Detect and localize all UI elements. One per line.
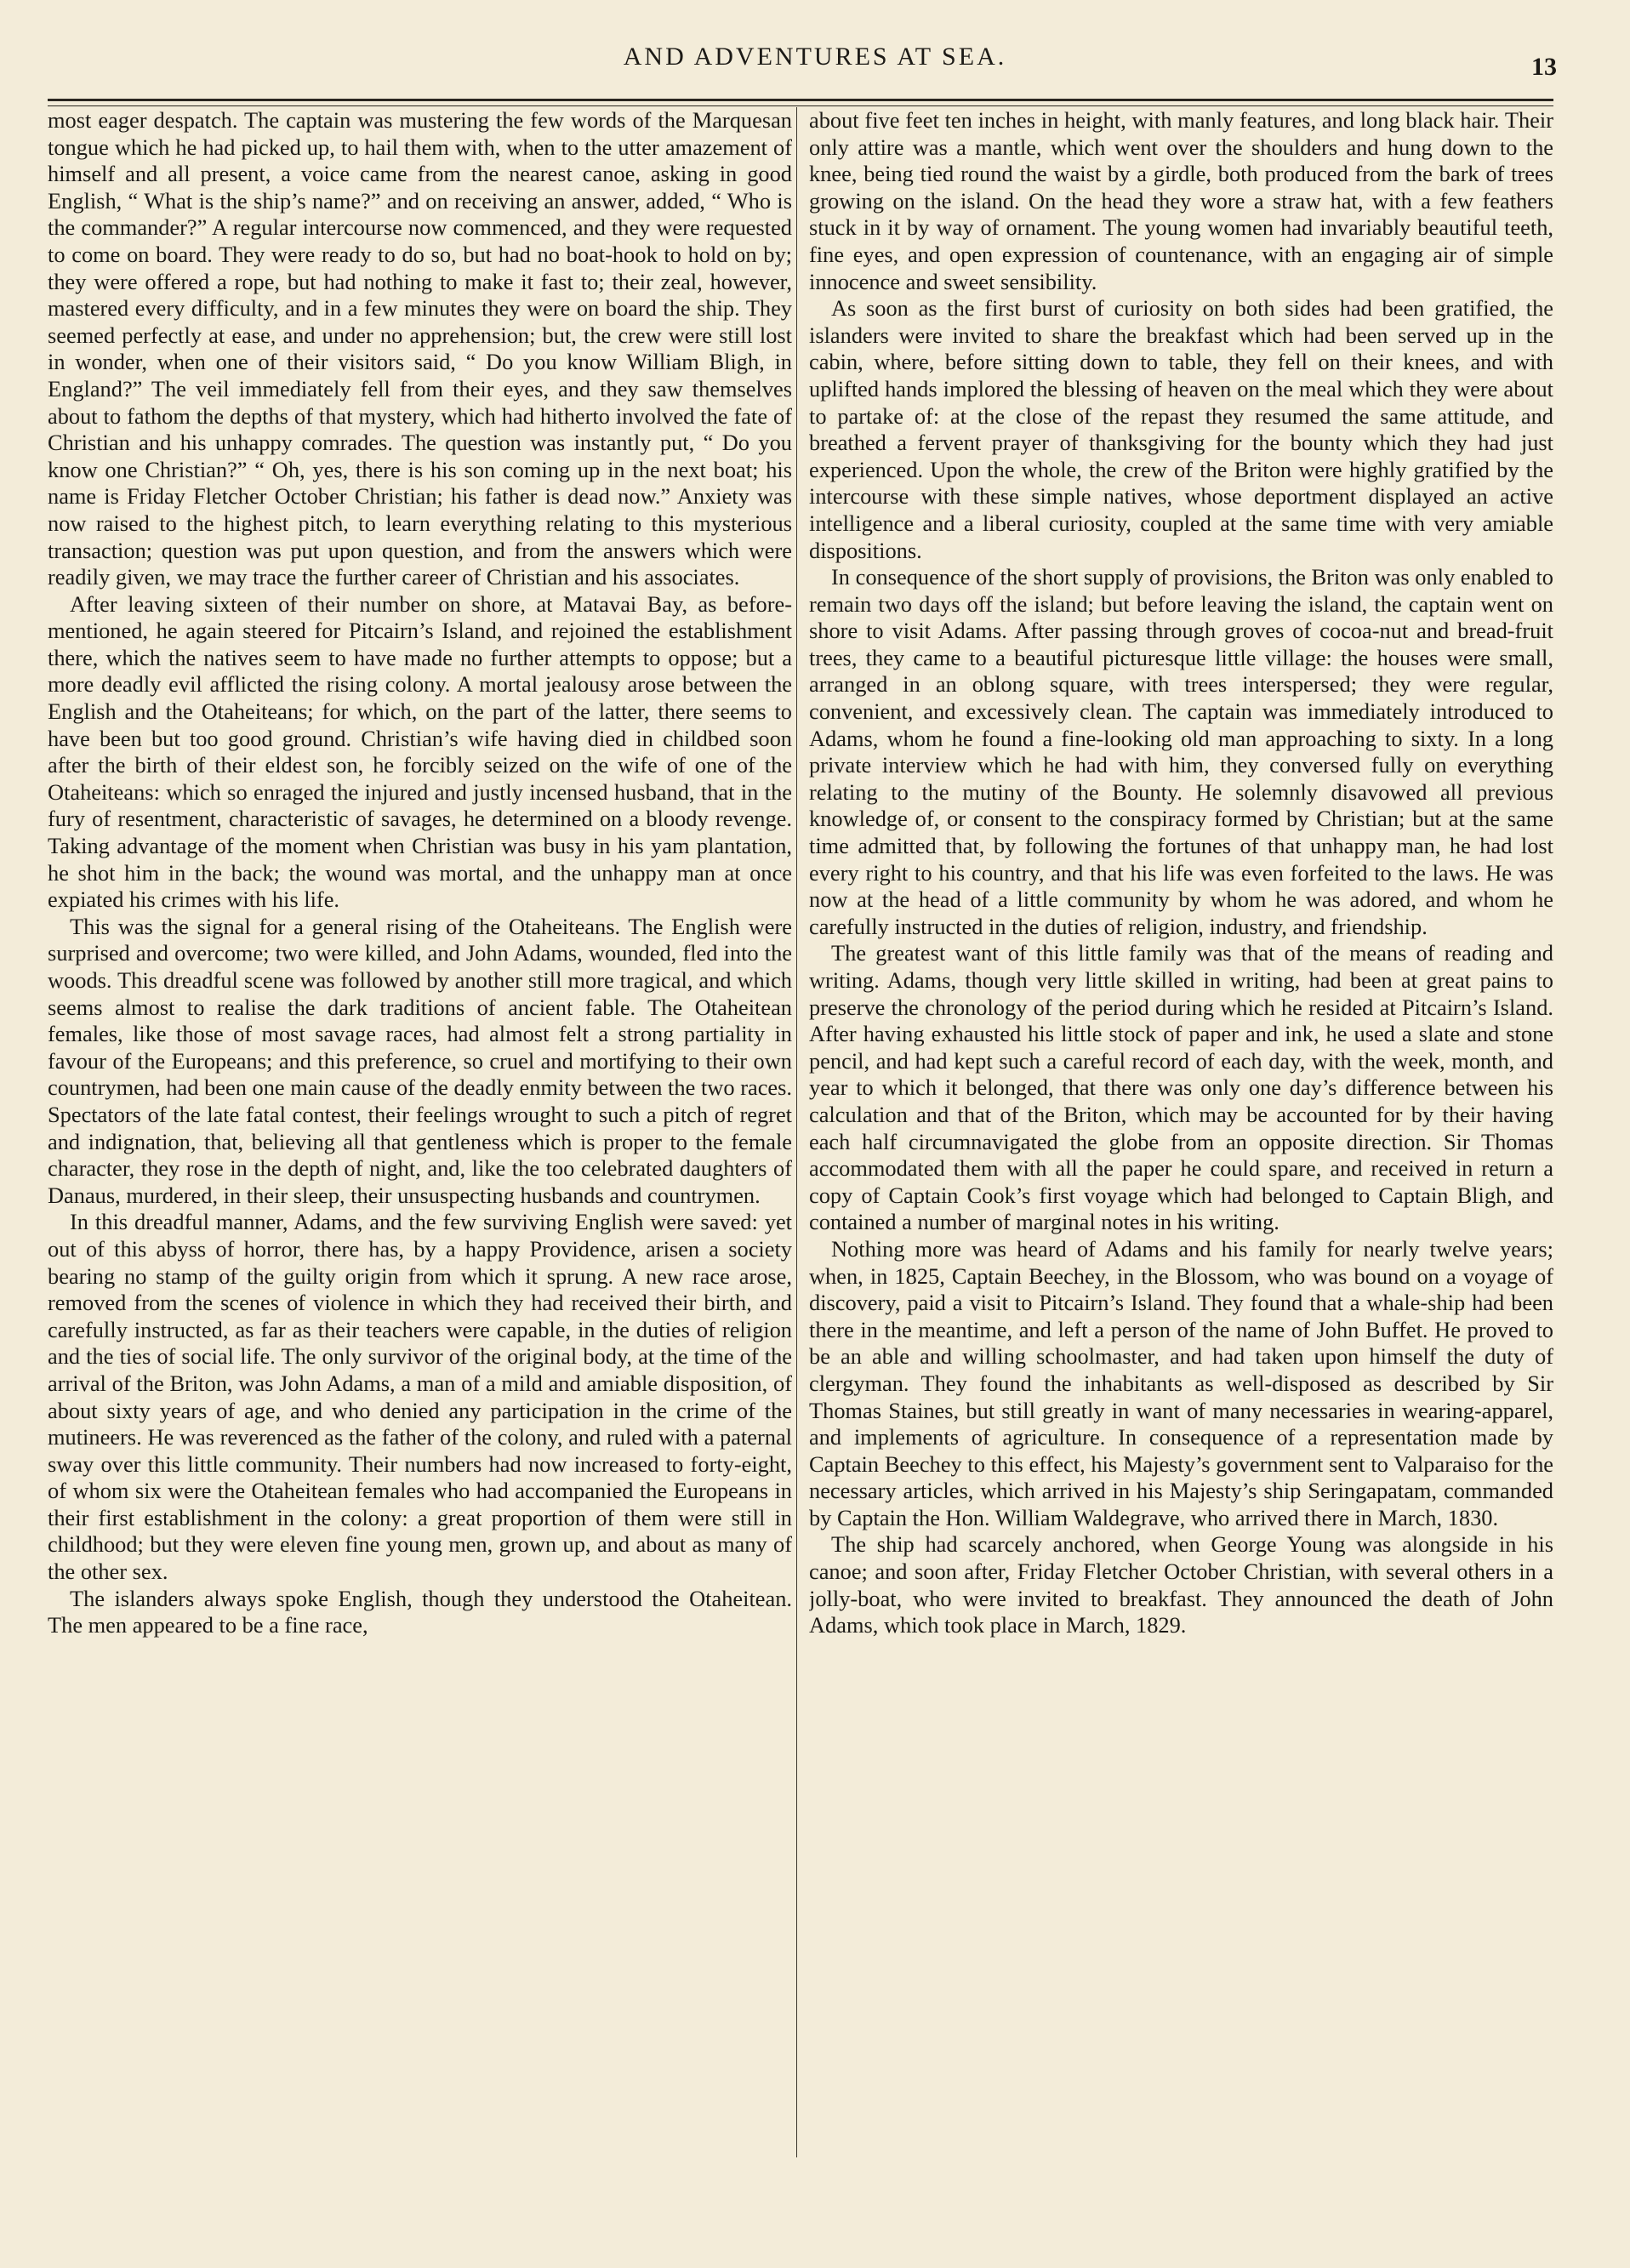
paragraph: Nothing more was heard of Adams and his family for nearly twelve years; when, in 1825, Captain Beechey, in the Blossom, who was bound on a voyage of discovery, paid a visit to Pitcairn’s Island. They found that a whale-ship had been there in the meantime, and left a person of the name of John Buffet. He proved to be an able and willing schoolmaster, and had taken upon himself the duty of clergyman. They found the inhabitants as well-disposed as described by Sir Thomas Staines, but still greatly in want of many necessaries in wearing-apparel, and implements of agriculture. In consequence of a representation made by Captain Beechey to this effect, his Majesty’s government sent to Valparaiso for the necessary articles, which arrived in his Majesty’s ship Seringapatam, commanded by Captain the Hon. William Waldegrave, who arrived there in March, 1830. [809, 1235, 1553, 1530]
paragraph: The islanders always spoke English, though they understood the Otaheitean. The men appeared to be a fine race, [48, 1585, 792, 1638]
left-column [48, 107, 792, 2166]
column-divider [796, 107, 797, 2157]
paragraph: In this dreadful manner, Adams, and the few surviving English were saved: yet out of this abyss of horror, there has, by a happy Providence, arisen a society bearing no stamp of the guilty origin from which it sprung. A new race arose, removed from the scenes of violence in which they had received their birth, and carefully instructed, as far as their teachers were capable, in the duties of religion and the ties of social life. The only survivor of the original body, at the time of the arrival of the Briton, was John Adams, a man of a mild and amiable disposition, of about sixty years of age, and who denied any participation in the crime of the mutineers. He was reverenced as the father of the colony, and ruled with a paternal sway over this little community. Their numbers had now increased to forty-eight, of whom six were the Otaheitean females who had accompanied the Europeans in their first establishment in the colony: a great proportion of them were still in childhood; but they were eleven fine young men, grown up, and about as many of the other sex. [48, 1209, 792, 1585]
paragraph: The greatest want of this little family was that of the means of reading and writing. Adams, though very little skilled in writing, had been at great pains to preserve the chronology of the period during which he resided at Pitcairn’s Island. After having exhausted his little stock of paper and ink, he used a slate and stone pencil, and had kept such a careful record of each day, with the week, month, and year to which it belonged, that there was only one day’s difference between his calculation and that of the Briton, which may be accounted for by their having each half circumnavigated the globe from an opposite direction. Sir Thomas accommodated them with all the paper he could spare, and received in return a copy of Captain Cook’s first voyage which had belonged to Captain Bligh, and contained a number of marginal notes in his writing. [809, 940, 1553, 1235]
header-rule-thin [48, 105, 1553, 106]
paragraph: As soon as the first burst of curiosity on both sides had been gratified, the islanders were invited to share the breakfast which had been served up in the cabin, where, before sitting down to table, they fell on their knees, and with uplifted hands implored the blessing of heaven on the meal which they were about to partake of: at the close of the repast they resumed the same attitude, and breathed a fervent prayer of thanksgiving for the bounty which they had just experienced. Upon the whole, the crew of the Briton were highly gratified by the intercourse with these simple natives, whose deportment displayed an active intelligence and a liberal curiosity, coupled at the same time with very amiable dispositions. [809, 295, 1553, 563]
paragraph: This was the signal for a general rising of the Otaheiteans. The English were surprised and overcome; two were killed, and John Adams, wounded, fled into the woods. This dreadful scene was followed by another still more tragical, and which seems almost to realise the dark traditions of ancient fable. The Otaheitean females, like those of most savage races, had almost felt a strong partiality in favour of the Europeans; and this preference, so cruel and mortifying to their own countrymen, had been one main cause of the deadly enmity between the two races. Spectators of the late fatal contest, their feelings wrought to such a pitch of regret and indignation, that, believing all that gentleness which is proper to the female character, they rose in the depth of night, and, like the too celebrated daughters of Danaus, murdered, in their sleep, their unsuspecting husbands and countrymen. [48, 913, 792, 1208]
paragraph: about five feet ten inches in height, with manly features, and long black hair. Their only attire was a mantle, which went over the shoulders and hung down to the knee, being tied round the waist by a girdle, both produced from the bark of trees growing on the island. On the head they wore a straw hat, with a few feathers stuck in it by way of ornament. The young women had invariably beautiful teeth, fine eyes, and open expression of countenance, with an engaging air of simple innocence and sweet sensibility. [809, 107, 1553, 294]
paragraph: most eager despatch. The captain was mustering the few words of the Marquesan tongue which he had picked up, to hail them with, when to the utter amazement of himself and all present, a voice came from the nearest canoe, asking in good English, “ What is the ship’s name?” and on receiving an answer, added, “ Who is the commander?” A regular intercourse now commenced, and they were requested to come on board. They were ready to do so, but had no boat-hook to hold on by; they were offered a rope, but had nothing to make it fast to; their zeal, however, mastered every difficulty, and in a few minutes they were on board the ship. They seemed perfectly at ease, and under no apprehension; but, the crew were still lost in wonder, when one of their visitors said, “ Do you know William Bligh, in England?” The veil immediately fell from their eyes, and they saw themselves about to fathom the depths of that mystery, which had hitherto involved the fate of Christian and his unhappy comrades. The question was instantly put, “ Do you know one Christian?” “ Oh, yes, there is his son coming up in the next boat; his name is Friday Fletcher October Christian; his father is dead now.” Anxiety was now raised to the highest pitch, to learn everything relating to this mysterious transaction; question was put upon question, and from the answers which were readily given, we may trace the further career of Christian and his associates. [48, 107, 792, 590]
page-number: 13 [1531, 53, 1557, 81]
paragraph: In consequence of the short supply of provisions, the Briton was only enabled to remain two days off the island; but before leaving the island, the captain went on shore to visit Adams. After passing through groves of cocoa-nut and bread-fruit trees, they came to a beautiful picturesque little village: the houses were small, arranged in an oblong square, with trees interspersed; they were regular, convenient, and excessively clean. The captain was immediately introduced to Adams, whom he found a fine-looking old man approaching to sixty. In a long private interview which he had with him, they conversed fully on everything relating to the mutiny of the Bounty. He solemnly disavowed all previous knowledge of, or consent to the conspiracy formed by Christian; but at the same time admitted that, by following the fortunes of that unhappy man, he had lost every right to his country, and that his life was even forfeited to the laws. He was now at the head of a little community by whom he was adored, and whom he carefully instructed in the duties of religion, industry, and friendship. [809, 564, 1553, 939]
running-header: AND ADVENTURES AT SEA. [623, 43, 1007, 71]
paragraph: After leaving sixteen of their number on shore, at Matavai Bay, as before-mentioned, he again steered for Pitcairn’s Island, and rejoined the establishment there, which the natives seem to have made no further attempts to oppose; but a more deadly evil afflicted the rising colony. A mortal jealousy arose between the English and the Otaheiteans; for which, on the part of the latter, there seems to have been but too good ground. Christian’s wife having died in childbed soon after the birth of their eldest son, he forcibly seized on the wife of one of the Otaheiteans: which so enraged the injured and justly incensed husband, that in the fury of resentment, characteristic of savages, he determined on a bloody revenge. Taking advantage of the moment when Christian was busy in his yam plantation, he shot him in the back; the wound was mortal, and the unhappy man at once expiated his crimes with his life. [48, 590, 792, 913]
paragraph: The ship had scarcely anchored, when George Young was alongside in his canoe; and soon after, Friday Fletcher October Christian, with several others in a jolly-boat, who were invited to breakfast. They announced the death of John Adams, which took place in March, 1829. [809, 1531, 1553, 1638]
right-column [809, 107, 1553, 2166]
header-rule [48, 99, 1553, 101]
